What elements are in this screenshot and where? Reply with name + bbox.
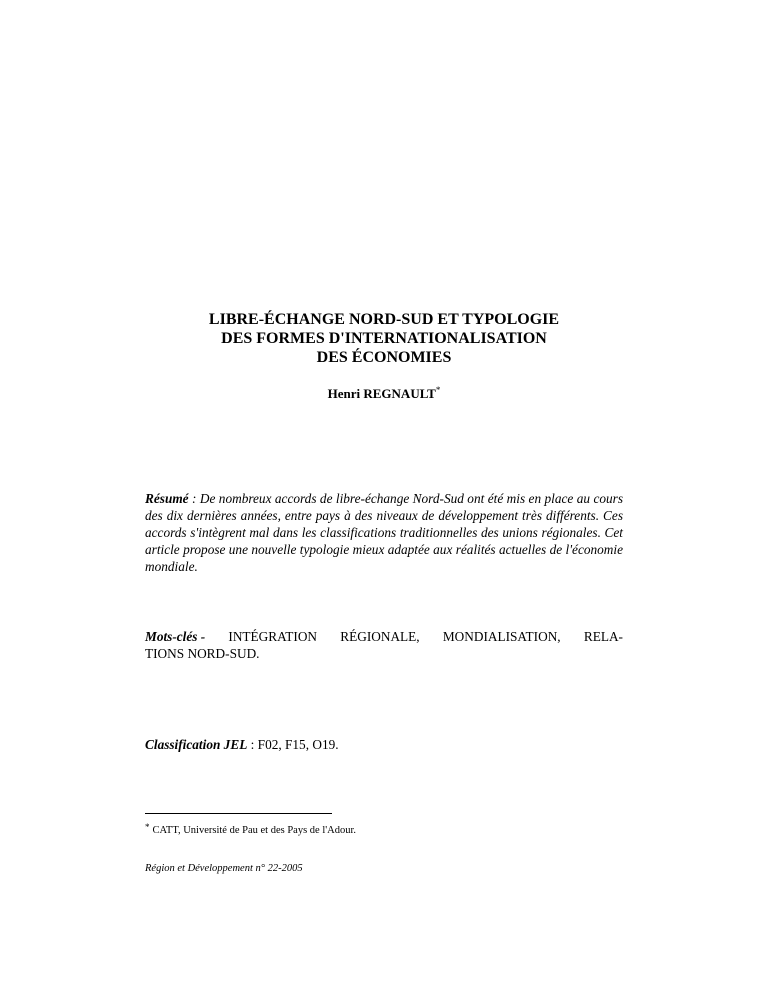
footnote-text: CATT, Université de Pau et des Pays de l'Adour.	[152, 825, 356, 836]
author	[0, 385, 768, 402]
jel-codes: : F02, F15, O19.	[247, 737, 339, 752]
keyword: INTÉGRATION	[228, 629, 318, 644]
paper-title	[0, 310, 768, 367]
abstract	[145, 490, 623, 575]
title-line-2: DES FORMES D'INTERNATIONALISATION	[221, 330, 547, 347]
title-line-3: DES ÉCONOMIES	[316, 349, 452, 366]
footnote-divider	[145, 813, 332, 814]
footnote-marker: *	[145, 822, 150, 832]
journal-reference: Région et Développement n° 22-2005	[145, 863, 303, 874]
keywords-label: Mots-clés -	[145, 629, 206, 644]
keywords	[145, 628, 623, 662]
author-name: Henri REGNAULT	[327, 386, 436, 401]
keyword: RELA-	[583, 629, 623, 644]
keyword: RÉGIONALE,	[340, 629, 420, 644]
jel-label: Classification JEL	[145, 737, 248, 752]
abstract-text: : De nombreux accords de libre-échange Nord-Sud ont été mis en place au cours des dix dernières années, entre pays à des niveaux de développement très différents. Ces accords s'intègrent mal dans les classifications traditionnelles des unions régionales. Cet article propose une nouvelle typologie mieux adaptée aux réalités actuelles de l'économie mondiale.	[145, 491, 623, 574]
title-line-1: LIBRE-ÉCHANGE NORD-SUD ET TYPOLOGIE	[208, 311, 560, 328]
keyword: MONDIALISATION,	[442, 629, 561, 644]
keywords-line-2: TIONS NORD-SUD.	[145, 646, 260, 661]
keywords-line-1	[145, 628, 623, 645]
author-footnote-marker: *	[435, 385, 441, 395]
jel-classification	[145, 736, 623, 753]
abstract-label: Résumé	[145, 491, 189, 506]
footnote	[145, 822, 356, 836]
